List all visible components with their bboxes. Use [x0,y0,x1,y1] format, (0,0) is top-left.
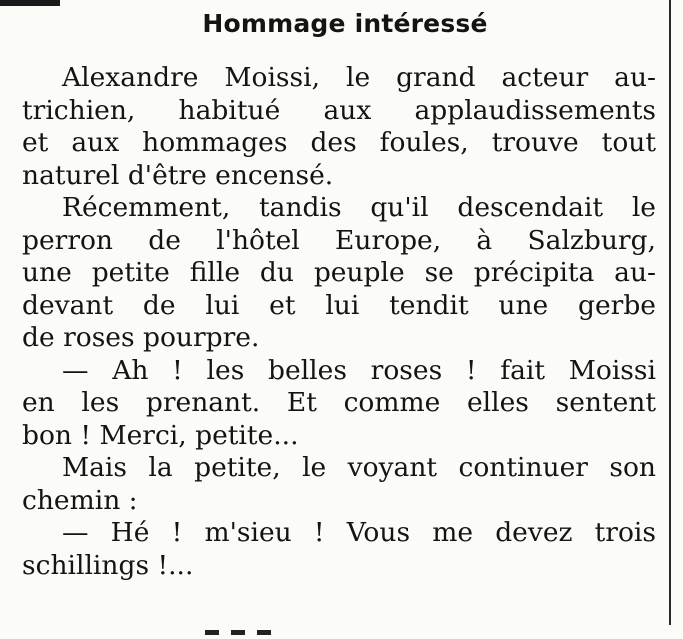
article-line: perron de l'hôtel Europe, à Salzburg, [22,224,656,256]
article-line: naturel d'être encensé. [22,159,334,191]
column-rule [669,0,671,625]
article-line: Mais la petite, le voyant continuer son [62,452,656,483]
article-body [22,62,656,582]
article-line: Récemment, tandis qu'il descendait le [62,192,656,223]
article-line: schillings !... [22,549,194,581]
article-title: Hommage intéressé [202,9,488,38]
article-line: — Hé ! m'sieu ! Vous me devez trois [62,517,656,548]
article-line: devant de lui et lui tendit une gerbe [22,289,656,321]
article-line: et aux hommages des foules, trouve tout [22,127,656,158]
article-line: de roses pourpre. [22,322,260,353]
bottom-cut-text-fragment [205,620,325,625]
top-cut-text-fragment [0,0,60,6]
article-line: trichien, habitué aux applaudissements [22,94,656,126]
article-line: bon ! Merci, petite... [22,419,299,451]
article-line: en les prenant. Et comme elles sentent [22,387,656,418]
article-line: une petite fille du peuple se précipita au- [22,257,656,288]
article-line: chemin : [22,484,138,516]
article-line: — Ah ! les belles roses ! fait Moissi [62,354,656,386]
article-line: Alexandre Moissi, le grand acteur au- [62,62,656,93]
